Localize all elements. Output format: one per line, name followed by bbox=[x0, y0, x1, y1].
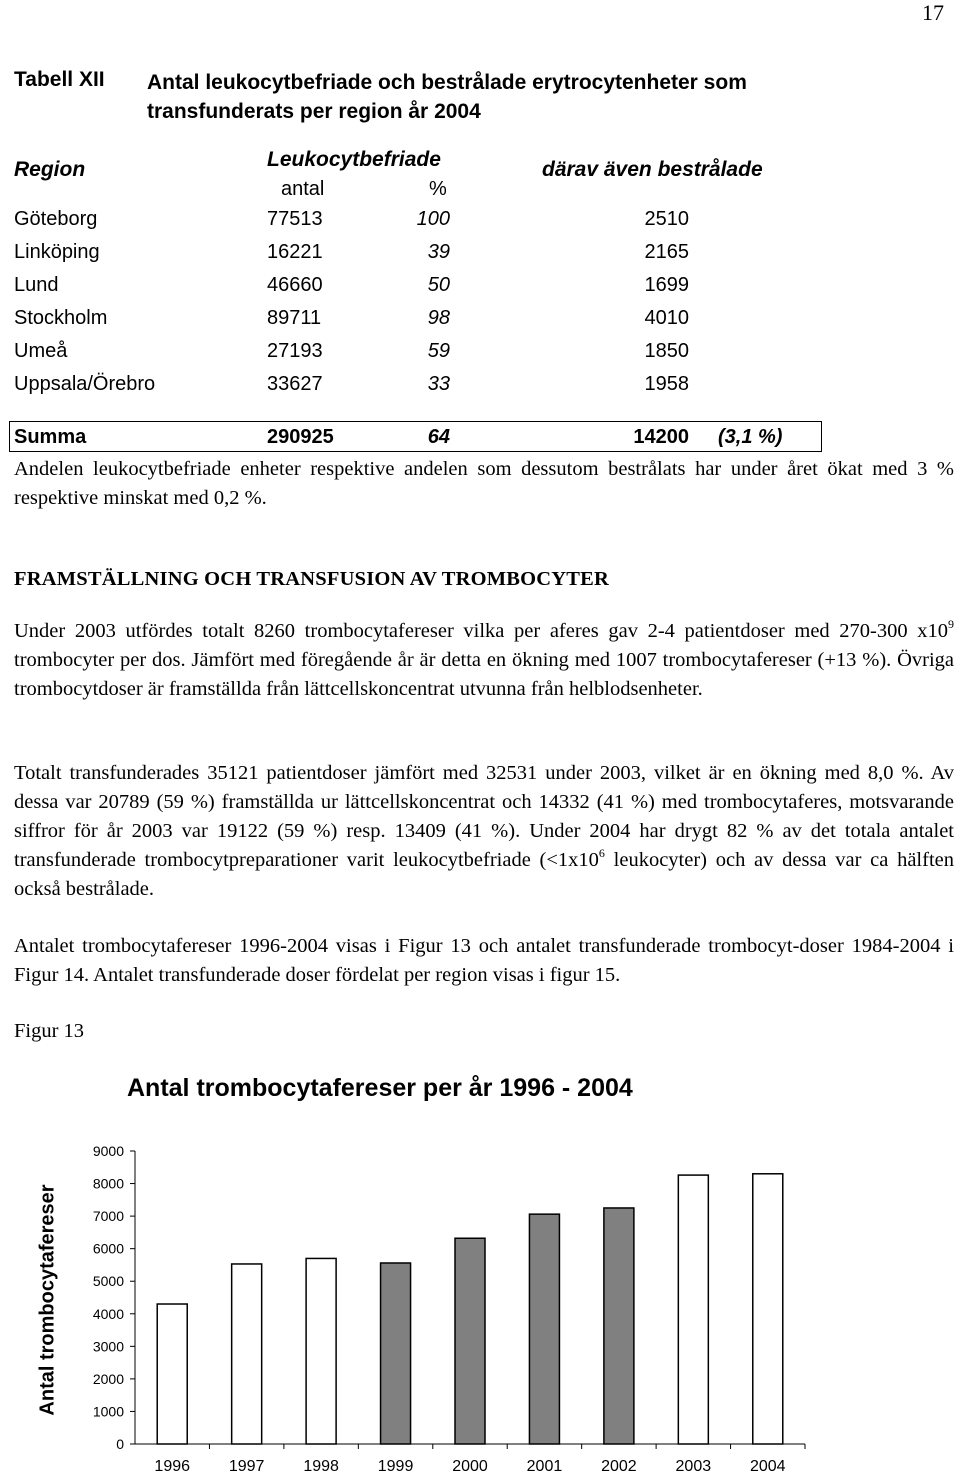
x-tick-label: 2003 bbox=[675, 1458, 712, 1475]
cell-bestralade: 4010 bbox=[644, 307, 689, 329]
table-note-text: Andelen leukocytbefriade enheter respektive andelen som dessutom bestrålats har under året ökat med 3 % respektive minskat med 0,2 %. bbox=[14, 458, 954, 509]
cell-antal: 77513 bbox=[267, 208, 323, 230]
paragraph-2-text-b: leukocyter) och av dessa var ca hälften också bestrålade. bbox=[14, 849, 954, 900]
paragraph-2-superscript: 6 bbox=[598, 846, 605, 860]
y-tick-label: 9000 bbox=[92, 1143, 124, 1159]
paragraph-3-text: Antalet trombocytafereser 1996-2004 visas i Figur 13 och antalet transfunderade trombocyt-doser 1984-2004 i Figur 14. Antalet transfunderade doser fördelat per region visas i figur 15. bbox=[14, 935, 954, 986]
x-tick-label: 1996 bbox=[154, 1458, 191, 1475]
y-tick-label: 6000 bbox=[92, 1240, 124, 1257]
page-number: 17 bbox=[922, 0, 944, 25]
y-tick-label: 2000 bbox=[92, 1370, 124, 1387]
y-tick-label: 8000 bbox=[92, 1175, 124, 1192]
cell-percent: 59 bbox=[427, 340, 450, 362]
bar-2002 bbox=[604, 1208, 634, 1444]
cell-antal: 89711 bbox=[267, 307, 322, 329]
cell-summa-bestralade-percent: (3,1 %) bbox=[718, 426, 783, 448]
x-tick-label: 1998 bbox=[303, 1458, 339, 1475]
y-tick-label: 4000 bbox=[92, 1305, 124, 1322]
y-tick-label: 1000 bbox=[92, 1403, 124, 1420]
bar-1996 bbox=[157, 1304, 187, 1444]
table-label: Tabell XII bbox=[14, 68, 105, 91]
bar-2000 bbox=[455, 1238, 485, 1444]
cell-summa-label: Summa bbox=[14, 426, 87, 448]
cell-antal: 33627 bbox=[267, 373, 323, 395]
chart-bars bbox=[157, 1174, 783, 1444]
header-antal: antal bbox=[281, 178, 325, 200]
cell-percent: 39 bbox=[427, 241, 450, 263]
x-tick-label: 1997 bbox=[228, 1458, 265, 1475]
cell-percent: 50 bbox=[427, 274, 450, 296]
bar-1999 bbox=[381, 1263, 411, 1444]
cell-antal: 27193 bbox=[267, 340, 323, 362]
cell-region: Umeå bbox=[14, 340, 68, 362]
figure-label: Figur 13 bbox=[14, 1020, 85, 1042]
paragraph-1-text-b: trombocyter per dos. Jämfört med föregående år är detta en ökning med 1007 trombocytafereser (+13 %). Övriga trombocytdoser är framställda från lättcellskoncentrat utvunna från helblodsenheter. bbox=[14, 649, 954, 700]
bar-2001 bbox=[529, 1214, 559, 1444]
cell-region: Uppsala/Örebro bbox=[14, 373, 156, 395]
chart-y-axis-label: Antal trombocytafereser bbox=[36, 1184, 59, 1416]
cell-region: Göteborg bbox=[14, 208, 98, 230]
x-tick-label: 1999 bbox=[377, 1458, 414, 1475]
cell-bestralade: 1699 bbox=[644, 274, 689, 296]
cell-percent: 33 bbox=[427, 373, 450, 395]
chart-title: Antal trombocytafereser per år 1996 - 2004 bbox=[127, 1074, 633, 1102]
header-region: Region bbox=[14, 158, 86, 181]
cell-antal: 16221 bbox=[267, 241, 323, 263]
header-bestralade: därav även bestrålade bbox=[542, 158, 763, 181]
cell-percent: 100 bbox=[416, 208, 450, 230]
x-tick-label: 2002 bbox=[601, 1458, 637, 1475]
x-tick-label: 2001 bbox=[526, 1458, 563, 1475]
header-percent: % bbox=[429, 178, 447, 200]
y-tick-label: 3000 bbox=[92, 1338, 124, 1355]
cell-bestralade: 2165 bbox=[644, 241, 689, 263]
x-tick-label: 2004 bbox=[749, 1458, 786, 1475]
cell-antal: 46660 bbox=[267, 274, 323, 296]
cell-summa-bestralade: 14200 bbox=[633, 426, 689, 448]
bar-1997 bbox=[232, 1264, 262, 1444]
cell-region: Stockholm bbox=[14, 307, 108, 329]
x-tick-label: 2000 bbox=[452, 1458, 488, 1475]
cell-percent: 98 bbox=[427, 307, 450, 329]
y-tick-label: 0 bbox=[116, 1436, 124, 1452]
table-title: Antal leukocytbefriade och bestrålade erytrocytenheter som transfunderats per region år 2004 bbox=[147, 71, 747, 123]
cell-region: Linköping bbox=[14, 241, 100, 263]
section-heading: FRAMSTÄLLNING OCH TRANSFUSION AV TROMBOCYTER bbox=[14, 568, 610, 590]
y-tick-label: 5000 bbox=[92, 1273, 124, 1290]
cell-region: Lund bbox=[14, 274, 59, 296]
bar-2004 bbox=[753, 1174, 783, 1444]
header-leukocytbefriade: Leukocytbefriade bbox=[267, 148, 441, 171]
cell-bestralade: 1850 bbox=[644, 340, 689, 362]
cell-summa-antal: 290925 bbox=[267, 426, 334, 448]
cell-bestralade: 1958 bbox=[644, 373, 689, 395]
bar-2003 bbox=[678, 1175, 708, 1444]
cell-summa-percent: 64 bbox=[427, 426, 450, 448]
paragraph-1-superscript: 9 bbox=[948, 617, 954, 631]
bar-1998 bbox=[306, 1258, 336, 1444]
paragraph-1-text-a: Under 2003 utfördes totalt 8260 trombocytafereser vilka per aferes gav 2-4 patientdoser med 270-300 x10 bbox=[14, 620, 948, 642]
y-tick-label: 7000 bbox=[92, 1208, 124, 1225]
cell-bestralade: 2510 bbox=[644, 208, 689, 230]
paragraph-2-text-a: Totalt transfunderades 35121 patientdoser jämfört med 32531 under 2003, vilket är en ökning med 8,0 %. Av dessa var 20789 (59 %) framställda ur lättcellskoncentrat och 14332 (41 %) med trombocytaferes, motsvarande siffror för år 2003 var 19122 (59 %) resp. 13409 (41 %). Under 2004 har drygt 82 % av det totala antalet transfunderade trombocytpreparationer varit leukocytbefriade (<1x10 bbox=[14, 762, 954, 871]
